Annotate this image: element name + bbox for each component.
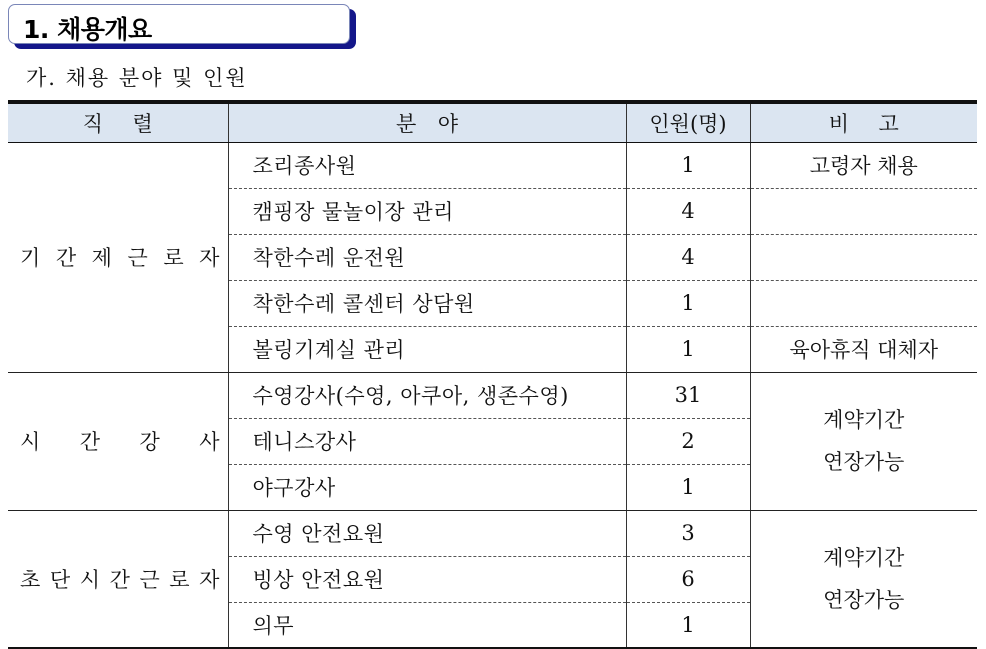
- count-cell: 1: [626, 280, 750, 326]
- header-inwon: 인원(명): [626, 102, 750, 142]
- count-cell: 4: [626, 188, 750, 234]
- category-label: [8, 564, 228, 594]
- note-cell: [750, 188, 977, 234]
- label-char: 시: [79, 567, 101, 592]
- label-char: 간: [55, 246, 77, 270]
- field-cell: 야구강사: [228, 464, 626, 510]
- header-bunya: [228, 102, 626, 142]
- count-cell: 1: [626, 142, 750, 188]
- note-cell: [750, 510, 977, 648]
- field-cell: 착한수레 콜센터 상담원: [228, 280, 626, 326]
- field-cell: 빙상 안전요원: [228, 556, 626, 602]
- field-cell: 의무: [228, 602, 626, 648]
- note-line: 연장가능: [823, 450, 905, 474]
- header-jikryeol: [8, 102, 228, 142]
- header-jikryeol-text: [83, 108, 153, 138]
- note-line: 계약기간: [823, 408, 905, 432]
- section-title-box: [8, 4, 350, 44]
- note-line: 계약기간: [823, 545, 905, 570]
- field-cell: 캠핑장 물놀이장 관리: [228, 188, 626, 234]
- label-char: 초: [20, 567, 41, 592]
- count-cell: 3: [626, 510, 750, 556]
- field-cell: 조리종사원: [228, 142, 626, 188]
- header-bunya-text: [396, 108, 458, 138]
- category-cell: [8, 510, 228, 648]
- recruitment-table: [8, 100, 977, 649]
- label-char: 시: [20, 430, 41, 454]
- count-cell: 6: [626, 556, 750, 602]
- note-cell: [750, 372, 977, 510]
- note-cell: 고령자 채용: [750, 142, 977, 188]
- label-char: 기: [20, 246, 41, 270]
- table-row: [8, 372, 977, 418]
- label-char: 강: [139, 430, 160, 454]
- count-cell: 1: [626, 326, 750, 372]
- note-cell: [750, 234, 977, 280]
- table-row: [8, 142, 977, 188]
- field-cell: 볼링기계실 관리: [228, 326, 626, 372]
- label-char: 제: [91, 246, 112, 270]
- label-char: 직: [82, 111, 104, 136]
- header-bigo-text: [829, 108, 899, 138]
- field-cell: 착한수레 운전원: [228, 234, 626, 280]
- label-char: 간: [79, 430, 101, 454]
- field-cell: 수영 안전요원: [228, 510, 626, 556]
- label-char: 자: [199, 567, 220, 592]
- category-label: [8, 242, 228, 272]
- label-char: 야: [437, 111, 458, 136]
- label-char: 사: [199, 430, 220, 454]
- label-char: 비: [828, 111, 850, 136]
- category-cell: [8, 142, 228, 372]
- category-label: [8, 426, 228, 456]
- subtitle: 가. 채용 분야 및 인원: [26, 66, 248, 90]
- count-cell: 1: [626, 464, 750, 510]
- label-char: 간: [109, 567, 130, 592]
- label-char: 분: [396, 111, 417, 136]
- note-cell: [750, 280, 977, 326]
- label-char: 고: [878, 111, 899, 136]
- count-cell: 4: [626, 234, 750, 280]
- label-char: 로: [163, 246, 184, 270]
- note-line: 연장가능: [823, 587, 905, 612]
- table-row: [8, 510, 977, 556]
- field-cell: 수영강사(수영, 아쿠아, 생존수영): [228, 372, 626, 418]
- label-char: 근: [127, 246, 148, 270]
- header-row: [8, 102, 977, 142]
- label-char: 로: [169, 567, 190, 592]
- count-cell: 1: [626, 602, 750, 648]
- label-char: 단: [49, 567, 71, 592]
- note-cell: 육아휴직 대체자: [750, 326, 977, 372]
- count-cell: 31: [626, 372, 750, 418]
- label-char: 렬: [132, 111, 153, 136]
- header-bigo: [750, 102, 977, 142]
- field-cell: 테니스강사: [228, 418, 626, 464]
- label-char: 자: [199, 246, 220, 270]
- category-cell: [8, 372, 228, 510]
- section-title: 1. 채용개요: [23, 15, 152, 44]
- label-char: 근: [139, 567, 160, 592]
- count-cell: 2: [626, 418, 750, 464]
